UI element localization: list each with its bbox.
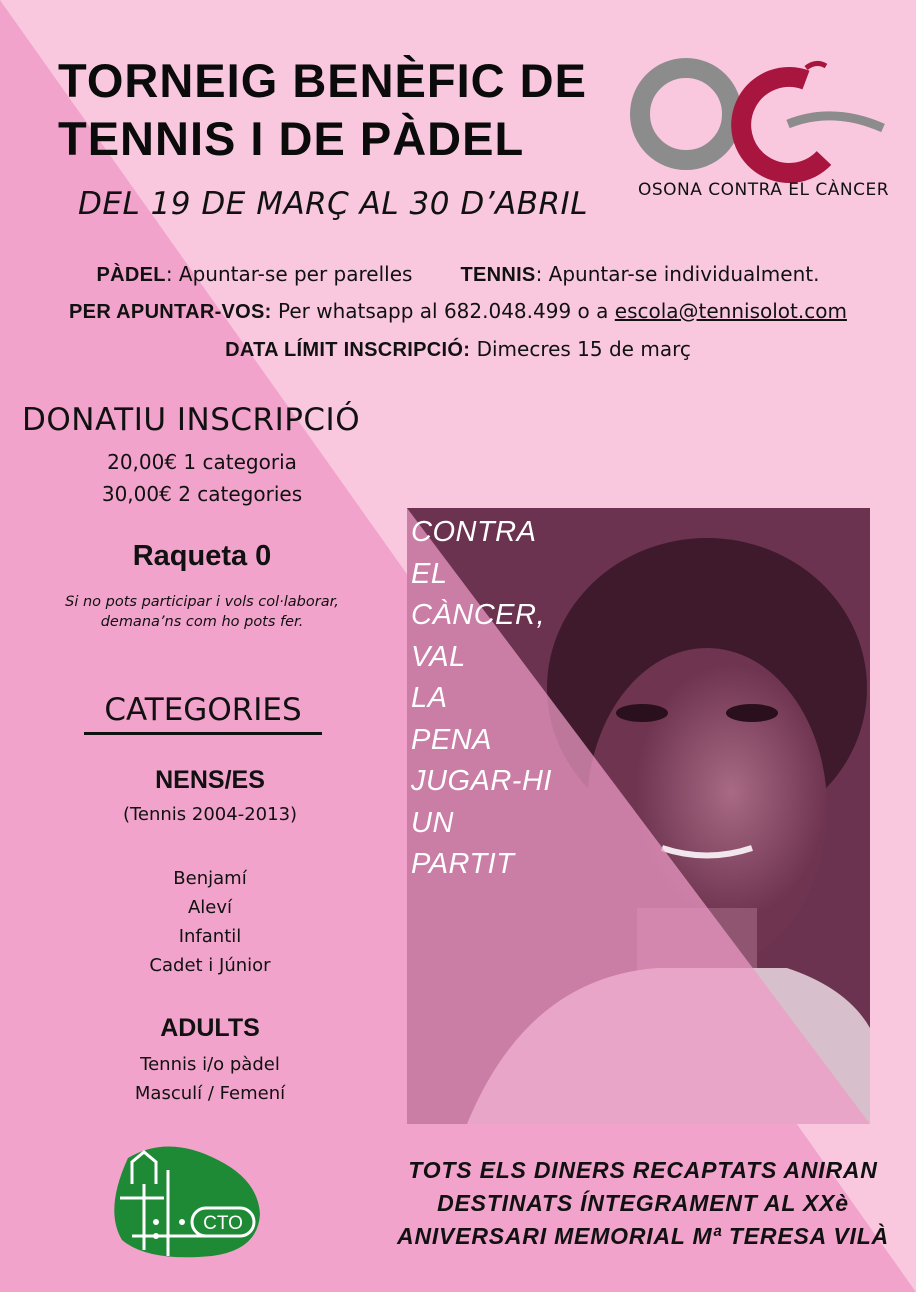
title-line-2: TENNIS I DE PÀDEL — [58, 112, 525, 165]
adults-title: ADULTS — [160, 1014, 260, 1042]
footer-line-3: ANIVERSARI MEMORIAL Mª TERESA VILÀ — [397, 1223, 889, 1249]
slogan-line: LA — [411, 682, 448, 714]
raqueta-note-2: demana’ns com ho pots fer. — [100, 614, 304, 630]
deadline-label: DATA LÍMIT INSCRIPCIÓ: — [225, 339, 471, 361]
slogan-line: PENA — [411, 723, 492, 756]
title-line-1: TORNEIG BENÈFIC DE — [58, 54, 587, 107]
slogan-line: UN — [411, 806, 454, 839]
inscription-types — [0, 262, 916, 287]
donation-heading: DONATIU INSCRIPCIÓ — [22, 402, 361, 438]
poster-title — [58, 52, 587, 168]
footer-line-2: DESTINATS ÍNTEGRAMENT AL XXè — [437, 1190, 849, 1216]
tennis-text: : Apuntar-se individualment. — [535, 262, 820, 286]
deadline-text: Dimecres 15 de març — [470, 337, 691, 361]
padel-text: : Apuntar-se per parelles — [165, 262, 413, 286]
slogan-line: EL — [411, 557, 448, 590]
apuntar-text: Per whatsapp al 682.048.499 o a — [271, 299, 615, 323]
cto-club-logo — [108, 1140, 266, 1260]
footer-note — [388, 1154, 898, 1253]
apuntar-label: PER APUNTAR-VOS: — [69, 301, 272, 323]
donation-price-1: 20,00€ 1 categoria — [107, 450, 297, 474]
slogan-line: CONTRA — [411, 516, 537, 548]
cto-text: CTO — [203, 1213, 243, 1234]
padel-label: PÀDEL — [96, 264, 166, 286]
list-item: Tennis i/o pàdel — [140, 1054, 280, 1075]
list-item: Benjamí — [173, 868, 247, 889]
raqueta-note-1: Si no pots participar i vols col·laborar, — [65, 594, 339, 610]
list-item: Aleví — [187, 897, 233, 918]
tournament-dates: DEL 19 DE MARÇ AL 30 D’ABRIL — [78, 186, 588, 222]
list-item: Masculí / Femení — [134, 1083, 286, 1104]
email-link[interactable]: escola@tennisolot.com — [614, 299, 847, 323]
footer-line-1: TOTS ELS DINERS RECAPTATS ANIRAN — [408, 1157, 878, 1183]
slogan — [411, 512, 552, 886]
donation-price-2: 30,00€ 2 categories — [101, 482, 303, 506]
kids-title: NENS/ES — [155, 766, 265, 794]
tennis-label: TENNIS — [460, 264, 536, 286]
list-item: Cadet i Júnior — [149, 955, 271, 976]
slogan-line: PARTIT — [411, 848, 515, 880]
osona-logo-caption: OSONA CONTRA EL CÀNCER — [638, 180, 890, 200]
slogan-line: JUGAR-HI — [411, 765, 552, 797]
kids-category-list — [10, 864, 410, 980]
categories-heading: CATEGORIES — [84, 692, 322, 735]
slogan-line: CÀNCER, — [411, 599, 546, 631]
list-item: Infantil — [178, 926, 242, 947]
adults-category-list — [10, 1050, 410, 1108]
slogan-line: VAL — [411, 640, 466, 673]
registration-deadline — [0, 337, 916, 362]
kids-range: (Tennis 2004-2013) — [122, 804, 298, 825]
raqueta-title: Raqueta 0 — [132, 540, 272, 572]
registration-contact — [0, 299, 916, 324]
